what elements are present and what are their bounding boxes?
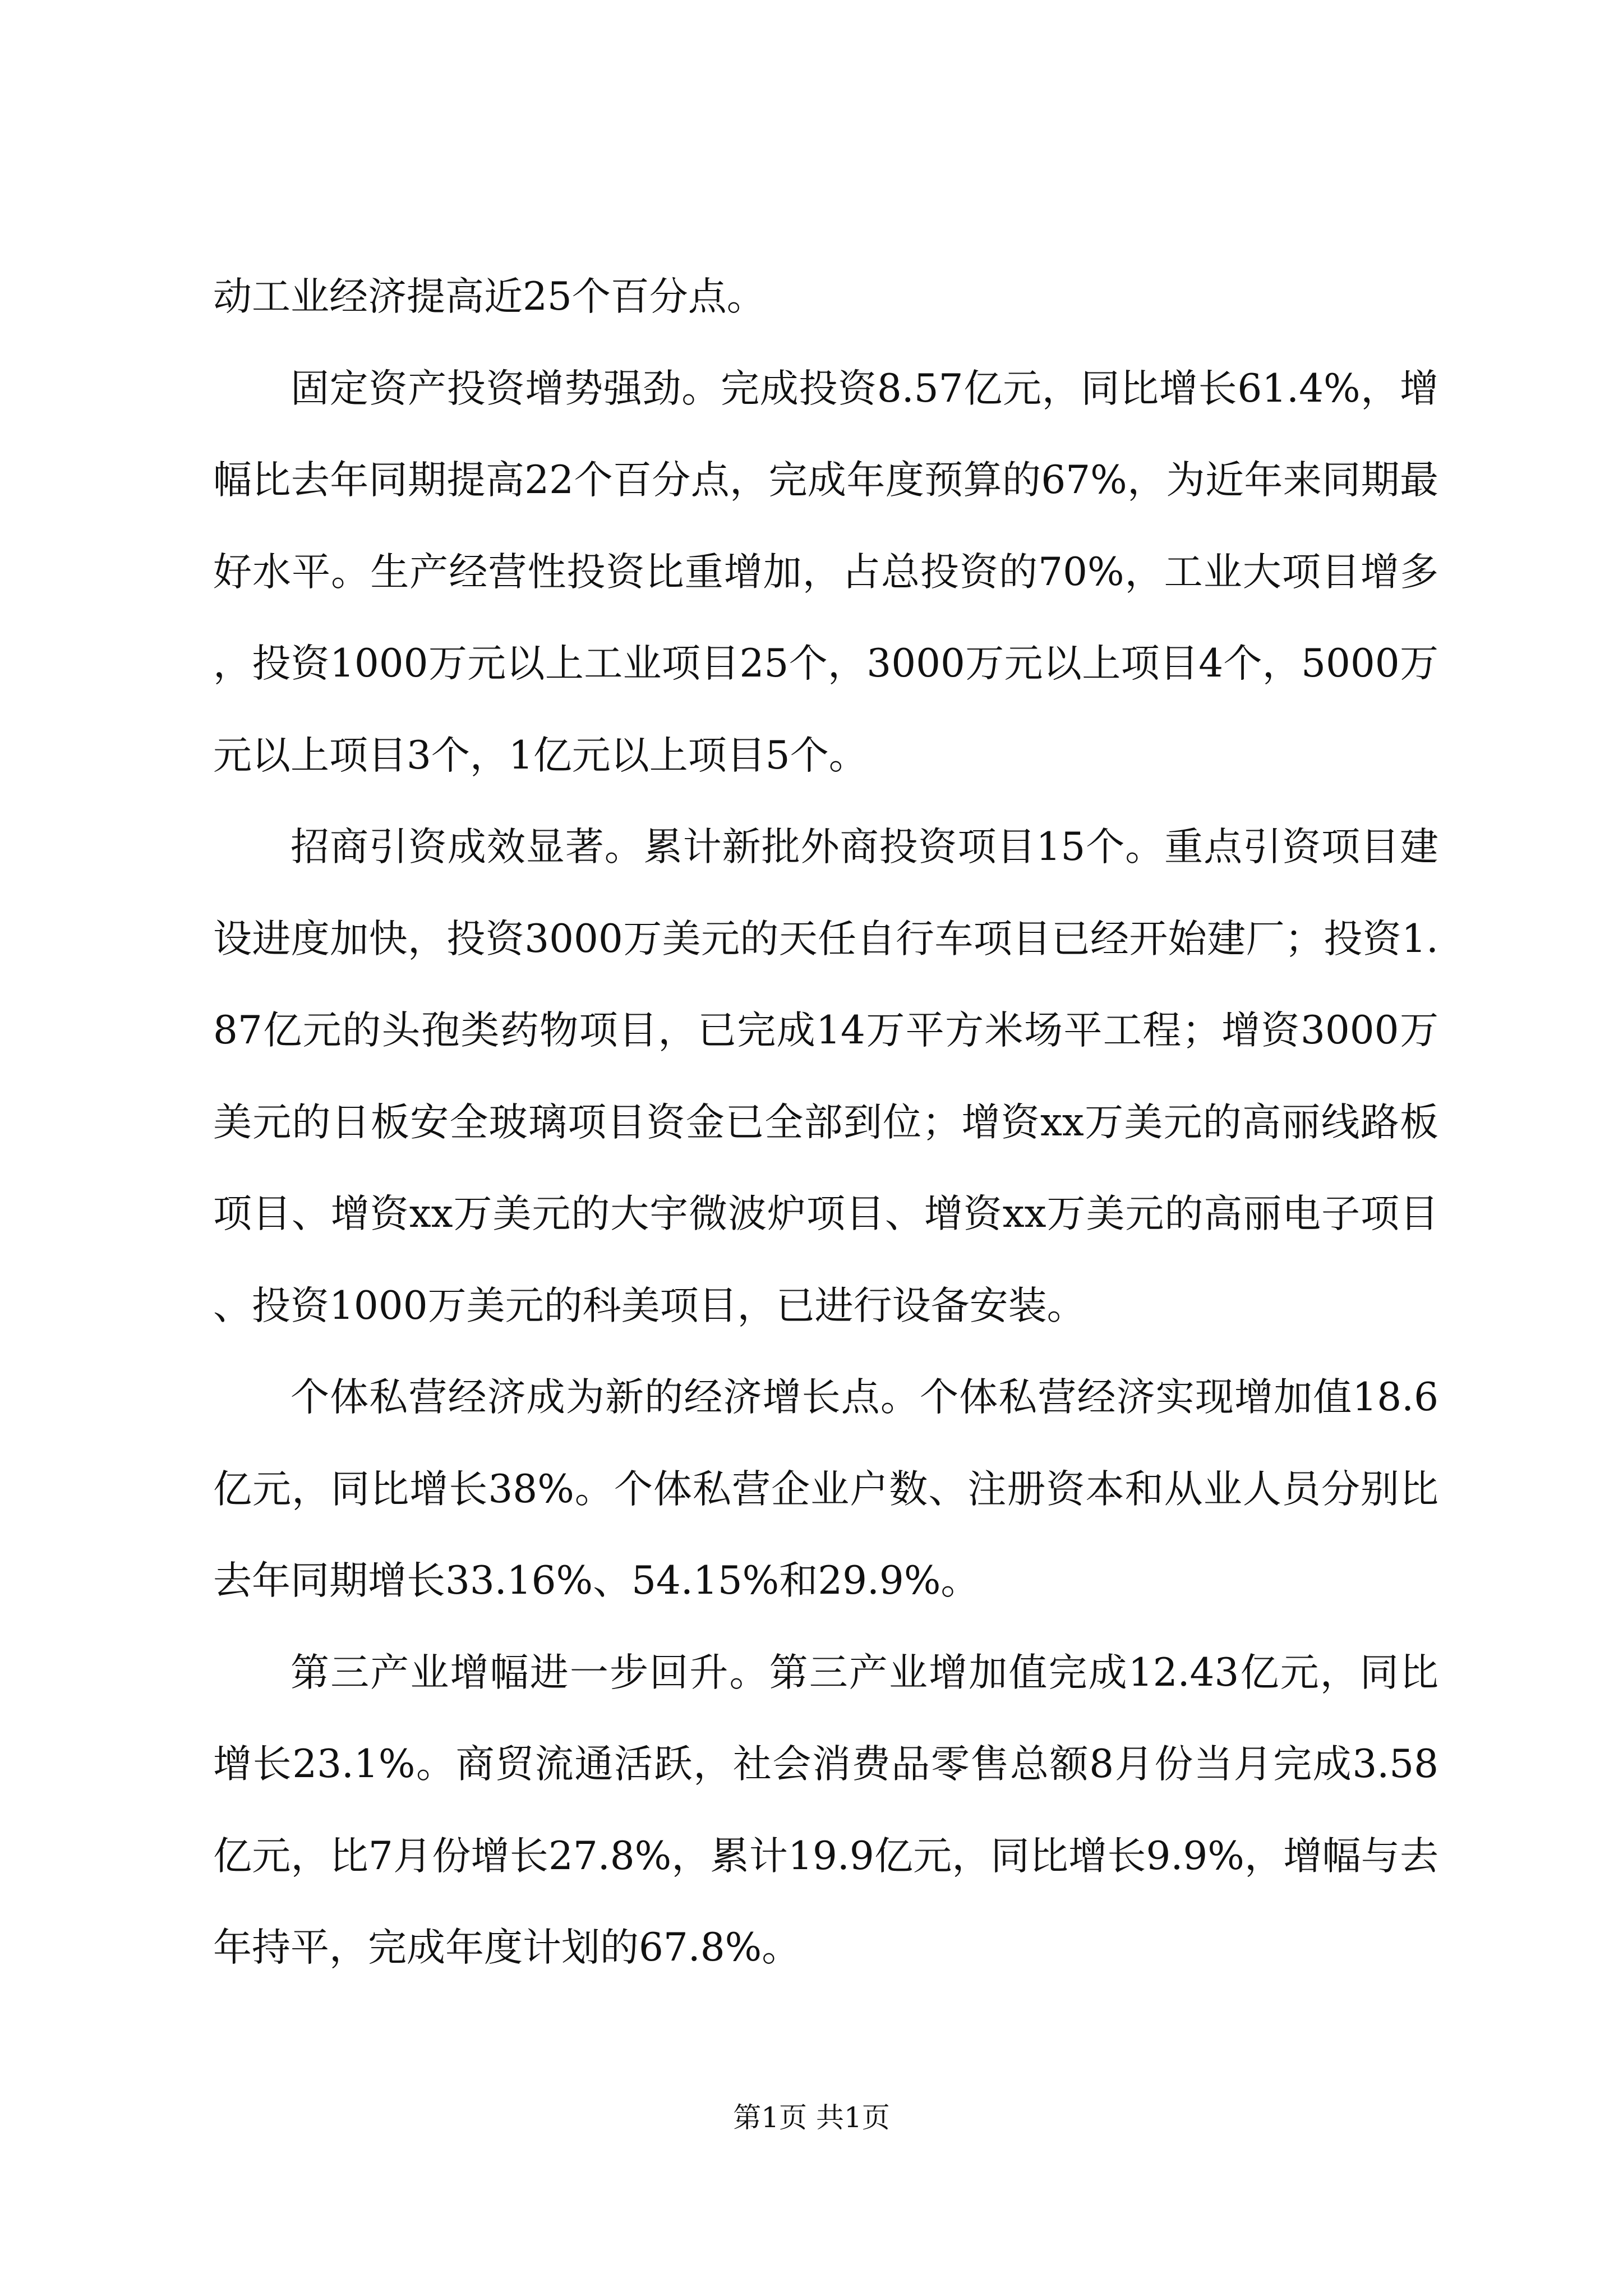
paragraph-tertiary-industry: 第三产业增幅进一步回升。第三产业增加值完成12.43亿元，同比增长23.1%。商贸流通活跃，社会消费品零售总额8月份当月完成3.58亿元，比7月份增长27.8%，累计19.9亿元，同比增长9.9%，增幅与去年持平，完成年度计划的67.8%。 xyxy=(213,1650,1438,1970)
document-body xyxy=(213,251,1438,1994)
paragraph-investment-attraction: 招商引资成效显著。累计新批外商投资项目15个。重点引资项目建设进度加快，投资3000万美元的天任自行车项目已经开始建厂；投资1.87亿元的头孢类药物项目，已完成14万平方米场平工程；增资3000万美元的日板安全玻璃项目资金已全部到位；增资xx万美元的高丽线路板项目、增资xx万美元的大宇微波炉项目、增资xx万美元的高丽电子项目、投资1000万美元的科美项目，已进行设备安装。 xyxy=(213,825,1438,1328)
paragraph-continuation: 动工业经济提高近25个百分点。 xyxy=(213,274,766,319)
paragraph-private-economy: 个体私营经济成为新的经济增长点。个体私营经济实现增加值18.6亿元，同比增长38%。个体私营企业户数、注册资本和从业人员分别比去年同期增长33.16%、54.15%和29.9%。 xyxy=(213,1375,1438,1603)
page-footer: 第1页 共1页 xyxy=(733,2101,890,2134)
paragraph-fixed-asset-investment: 固定资产投资增势强劲。完成投资8.57亿元，同比增长61.4%，增幅比去年同期提高22个百分点，完成年度预算的67%，为近年来同期最好水平。生产经营性投资比重增加，占总投资的70%，工业大项目增多，投资1000万元以上工业项目25个，3000万元以上项目4个，5000万元以上项目3个，1亿元以上项目5个。 xyxy=(213,366,1438,778)
